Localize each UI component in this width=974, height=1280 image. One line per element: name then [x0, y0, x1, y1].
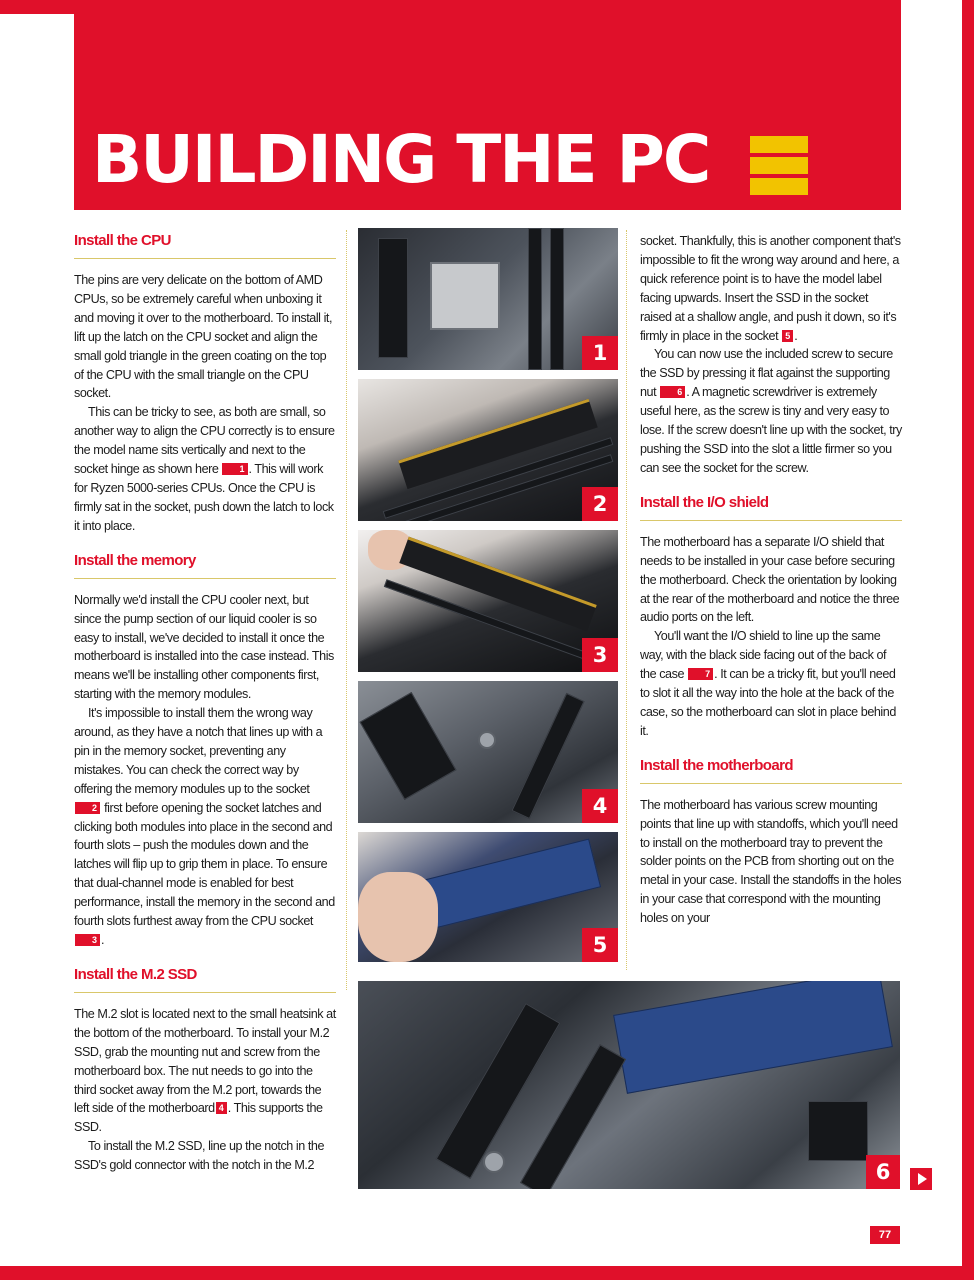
- photo-step-label: 6: [866, 1155, 900, 1189]
- body-paragraph: You can now use the included screw to secure the SSD by pressing it flat against the supporting nut 6 . A magnetic screwdriver is extremely useful here, as the screw is tiny and very easy to lose. If the screw doesn't line up with the socket, try pushing the SSD into the slot a little firmer so you can see the socket for the screw.: [640, 347, 902, 475]
- photo-step-label: 1: [582, 336, 618, 370]
- body-paragraph: This can be tricky to see, as both are small, so another way to align the CPU correctly is to ensure the model name sits vertically and next to the socket hinge as shown here 1 . This will work for Ryzen 5000-series CPUs. Once the CPU is firmly sat in the socket, push down the latch to lock it into place.: [74, 405, 335, 533]
- step-badge: 1: [222, 463, 247, 475]
- corner-accent: [0, 0, 74, 14]
- m2-slot-photo: [358, 681, 618, 823]
- step-badge: 2: [75, 802, 100, 814]
- title-mark-icon: [750, 136, 808, 194]
- step-badge: 7: [688, 668, 713, 680]
- step-badge: 6: [660, 386, 685, 398]
- section-heading-memory: Install the memory: [74, 550, 336, 579]
- body-paragraph: Normally we'd install the CPU cooler next, but since the pump section of our liquid cooler is so easy to install, we've decided to install it once the motherboard is installed into the case instead. This means we'll be installing other components first, starting with the memory modules.: [74, 592, 334, 702]
- memory-install-photo: [358, 530, 618, 672]
- step-badge: 4: [216, 1102, 227, 1114]
- right-column: [640, 232, 902, 928]
- photo-step-label: 5: [582, 928, 618, 962]
- photo-step-label: 3: [582, 638, 618, 672]
- page-number: 77: [870, 1226, 900, 1244]
- page-edge-stripe: [962, 0, 974, 1280]
- page-title: BUILDING THE PC: [92, 121, 710, 198]
- photo-step-label: 2: [582, 487, 618, 521]
- step-badge: 5: [782, 330, 793, 342]
- section-heading-ssd: Install the M.2 SSD: [74, 964, 336, 993]
- ssd-screw-photo: [358, 981, 900, 1189]
- section-heading-motherboard: Install the motherboard: [640, 755, 902, 784]
- memory-photo: [358, 379, 618, 521]
- left-column: [74, 230, 336, 1175]
- body-paragraph: The motherboard has various screw mounting points that line up with standoffs, which you'll need to install on the motherboard tray to prevent the solder points on the PCB from shorting out on the metal in your case. Install the standoffs in the holes in your case that correspond with the mounting holes on your: [640, 797, 902, 926]
- body-paragraph: The M.2 slot is located next to the small heatsink at the bottom of the motherboard. To install your M.2 SSD, grab the mounting nut and screw from the motherboard box. The nut needs to go into the third socket away from the M.2 port, towards the left side of the motherboard 4 . This supports the SSD.: [74, 1006, 336, 1135]
- body-paragraph: You'll want the I/O shield to line up the same way, with the black side facing out of the back of the case 7 . It can be a tricky fit, but you'll need to slot it all the way into the hole at the back of the case, so the motherboard can slot in place behind it.: [640, 629, 896, 738]
- page-bottom-stripe: [0, 1266, 974, 1280]
- step-badge: 3: [75, 934, 100, 946]
- ssd-insert-photo: [358, 832, 618, 962]
- body-paragraph: The motherboard has a separate I/O shield that needs to be installed in your case before securing the motherboard. Check the orientation by looking at the rear of the motherboard and notice the three audio ports on the left.: [640, 534, 900, 625]
- column-divider: [346, 230, 347, 990]
- section-heading-io-shield: Install the I/O shield: [640, 492, 902, 521]
- body-paragraph: The pins are very delicate on the bottom of AMD CPUs, so be extremely careful when unboxing it and moving it over to the motherboard. To install it, lift up the latch on the CPU socket and align the small gold triangle in the green coating on the top of the CPU with the small triangle on the CPU socket.: [74, 273, 333, 401]
- body-paragraph: socket. Thankfully, this is another component that's impossible to fit the wrong way around and here, a quick reference point is to have the model label facing upwards. Insert the SSD in the socket raised at a shallow angle, and push it down, so it's firmly in place in the socket 5 .: [640, 234, 901, 343]
- body-paragraph: To install the M.2 SSD, line up the notch in the SSD's gold connector with the notch in the M.2: [74, 1139, 325, 1173]
- column-divider: [626, 230, 627, 970]
- continue-arrow-icon: [910, 1168, 932, 1190]
- body-paragraph: It's impossible to install them the wrong way around, as they have a notch that lines up with a pin in the memory socket, preventing any mistakes. You can check the correct way by offering the memory modules up to the socket 2 first before opening the socket latches and clicking both modules into place in the second and fourth slots – push the modules down and the latches will flip up to grip them in place. To ensure that dual-channel mode is enabled for best performance, install the memory in the second and fourth slots furthest away from the CPU socket3 .: [74, 706, 335, 947]
- section-heading-cpu: Install the CPU: [74, 230, 336, 259]
- photo-step-label: 4: [582, 789, 618, 823]
- cpu-photo: [358, 228, 618, 370]
